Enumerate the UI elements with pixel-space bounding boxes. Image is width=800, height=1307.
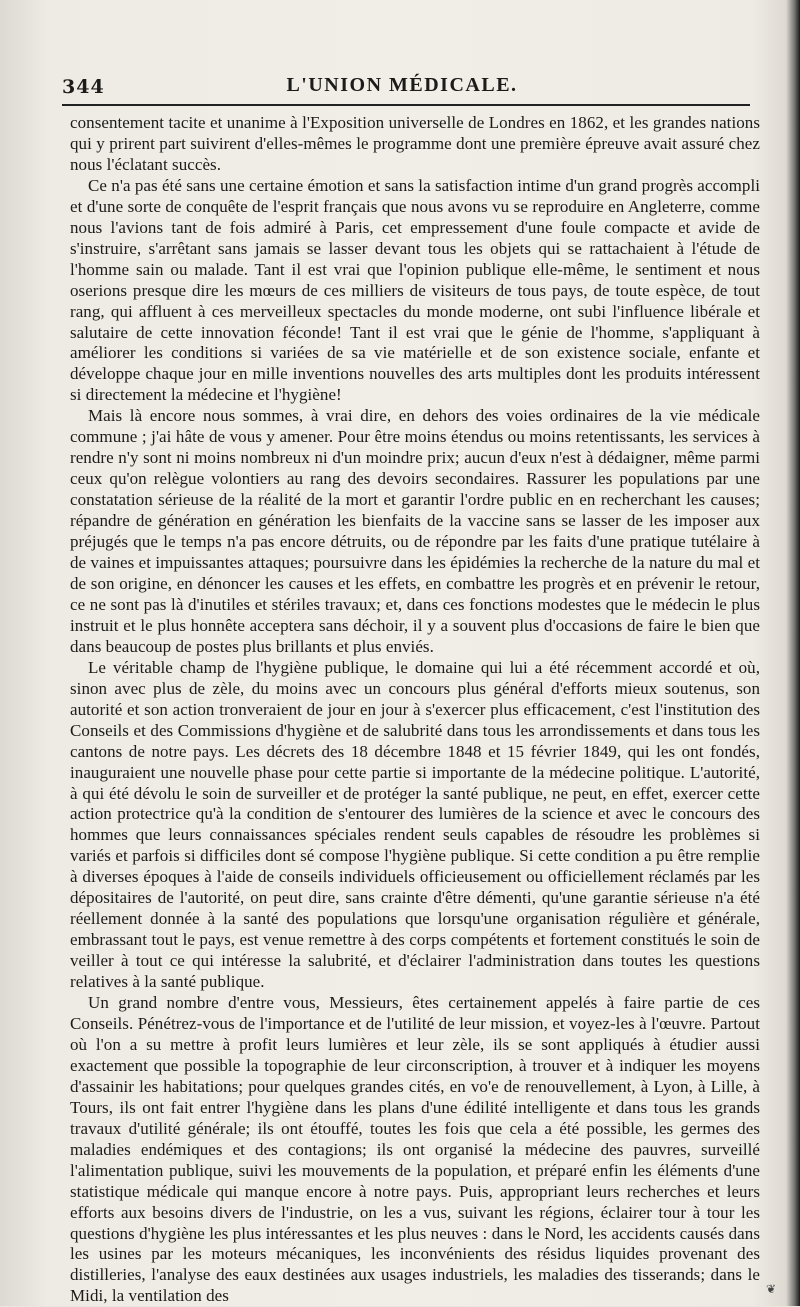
printer-mark-icon: ❦ — [766, 1282, 777, 1296]
paragraph-3: Mais là encore nous sommes, à vrai dire, en dehors des voies ordinaires de la vie médicale commune ; j'ai hâte de vous y amener. Pour être moins étendus ou moins retentissants, les services à rendre n'y sont ni moins nombreux ni d'un moindre prix; aucun d'eux n'est à dédaigner, même parmi ceux qu'on relègue volontiers au rang des devoirs secondaires. Rassurer les populations par une constatation sérieuse de la réalité de la mort et garantir l'ordre public en en recherchant les causes; répandre de génération en génération les bienfaits de la vaccine sans se lasser de les imposer aux préjugés que le temps n'a pas encore détruits, ou de répondre par les faits d'une pratique tutélaire à de vaines et impuissantes attaques; poursuivre dans les épidémies la recherche de la nature du mal et de son origine, en dénoncer les causes et les effets, en combattre les progrès et en prévenir le retour, ce ne sont pas là d'inutiles et stériles travaux; et, dans ces fonctions modestes que le médecin le plus instruit et le plus honnête acceptera sans déchoir, il y a souvent plus d'occasions de faire le bien que dans beaucoup de postes plus brillants et plus enviés. — [70, 406, 760, 656]
paragraph-1: consentement tacite et unanime à l'Exposition universelle de Londres en 1862, et les grandes nations qui y prirent part suivirent d'elles-mêmes le programme dont une première épreuve avait assuré chez nous l'éclatant succès. — [70, 113, 760, 174]
paragraph-4: Le véritable champ de l'hygiène publique, le domaine qui lui a été récemment accordé et où, sinon avec plus de zèle, du moins avec un concours plus général d'efforts mieux soutenus, son autorité et son action tronveraient de jour en jour à s'exercer plus efficacement, c'est l'institution des Conseils et des Commissions d'hygiène et de salubrité dans tous les arrondissements et dans tous les cantons de notre pays. Les décrets des 18 décembre 1848 et 15 février 1849, qui les ont fondés, inauguraient une nouvelle phase pour cette partie si importante de la médecine politique. L'autorité, à qui été dévolu le soin de surveiller et de protéger la santé publique, ne peut, en effet, exercer cette action protectrice qu'à la condition de s'entourer des lumières de la science et avec le concours des hommes que leurs connaissances spéciales rendent seuls capables de résoudre les problèmes si variés et parfois si difficiles dont sé compose l'hygiène publique. Si cette condition a pu être remplie à diverses époques à l'aide de conseils individuels officieusement ou officiellement réclamés par les dépositaires de l'autorité, on peut dire, sans crainte d'être démenti, qu'une garantie sérieuse n'a été réellement donnée à la santé des populations que lorsqu'une organisation régulière et générale, embrassant tout le pays, est venue remettre à des corps compétents et fortement constitués le soin de veiller à tout ce qui intéresse la salubrité, et d'éclairer l'administration dans toutes les questions relatives à la santé publique. — [70, 657, 760, 992]
body-text — [70, 113, 760, 1307]
running-title: L'UNION MÉDICALE. — [286, 74, 518, 96]
paragraph-2: Ce n'a pas été sans une certaine émotion et sans la satisfaction intime d'un grand progrès accompli et d'une sorte de conquête de l'esprit français que nous avons vu se reproduire en Angleterre, comme nous l'avions tant de fois admiré à Paris, cet empressement d'une foule compacte et avide de s'instruire, s'arrêtant sans jamais se lasser devant tous les objets qui se rattachaient à l'étude de l'homme sain ou malade. Tant il est vrai que l'opinion publique elle-même, le sentiment et nous oserions presque dire les mœurs de ces milliers de visiteurs de tous pays, de toute espèce, de tout rang, qui affluent à ces merveilleux spectacles du monde moderne, ont subi l'influence libérale et salutaire de cette innovation féconde! Tant il est vrai que le génie de l'homme, s'appliquant à améliorer les conditions si variées de sa vie matérielle et de son existence sociale, enfante et développe chaque jour en mille inventions nouvelles des arts multiples dont les produits intéressent si directement la médecine et l'hygiène! — [70, 175, 760, 405]
page-number: 344 — [62, 76, 105, 98]
page-edge-shadow — [786, 0, 800, 1306]
page-header — [62, 70, 742, 100]
header-rule — [62, 104, 750, 106]
paragraph-5: Un grand nombre d'entre vous, Messieurs, êtes certainement appelés à faire partie de ces Conseils. Pénétrez-vous de l'importance et de l'utilité de leur mission, et voyez-les à l'œuvre. Partout où l'on a su mettre à profit leurs lumières et leur zèle, ils se sont appliqués à étudier aussi exactement que possible la topographie de leur circonscription, à trouver et à indiquer les moyens d'assainir les habitations; pour quelques grandes cités, en vo'e de renouvellement, à Lyon, à Lille, à Tours, ils ont fait entrer l'hygiène dans les plans d'une édilité intelligente et dans tous les grands travaux d'utilité générale; ils ont étouffé, toutes les fois que cela a été possible, les germes des maladies endémiques et des contagions; ils ont organisé la médecine des pauvres, surveillé l'alimentation publique, suivi les mouvements de la population, et préparé enfin les éléments d'une statistique médicale qui manque encore à notre pays. Puis, appropriant leurs recherches et leurs efforts aux besoins divers de l'industrie, on les a vus, suivant les régions, éclairer tour à tour les questions d'hygiène les plus intéressantes et les plus neuves : dans le Nord, les accidents causés dans les usines par les moteurs mécaniques, les inconvénients des résidus liquides provenant des distilleries, l'analyse des eaux destinées aux usages industriels, les maladies des tisserands; dans le Midi, la ventilation des — [70, 993, 760, 1306]
